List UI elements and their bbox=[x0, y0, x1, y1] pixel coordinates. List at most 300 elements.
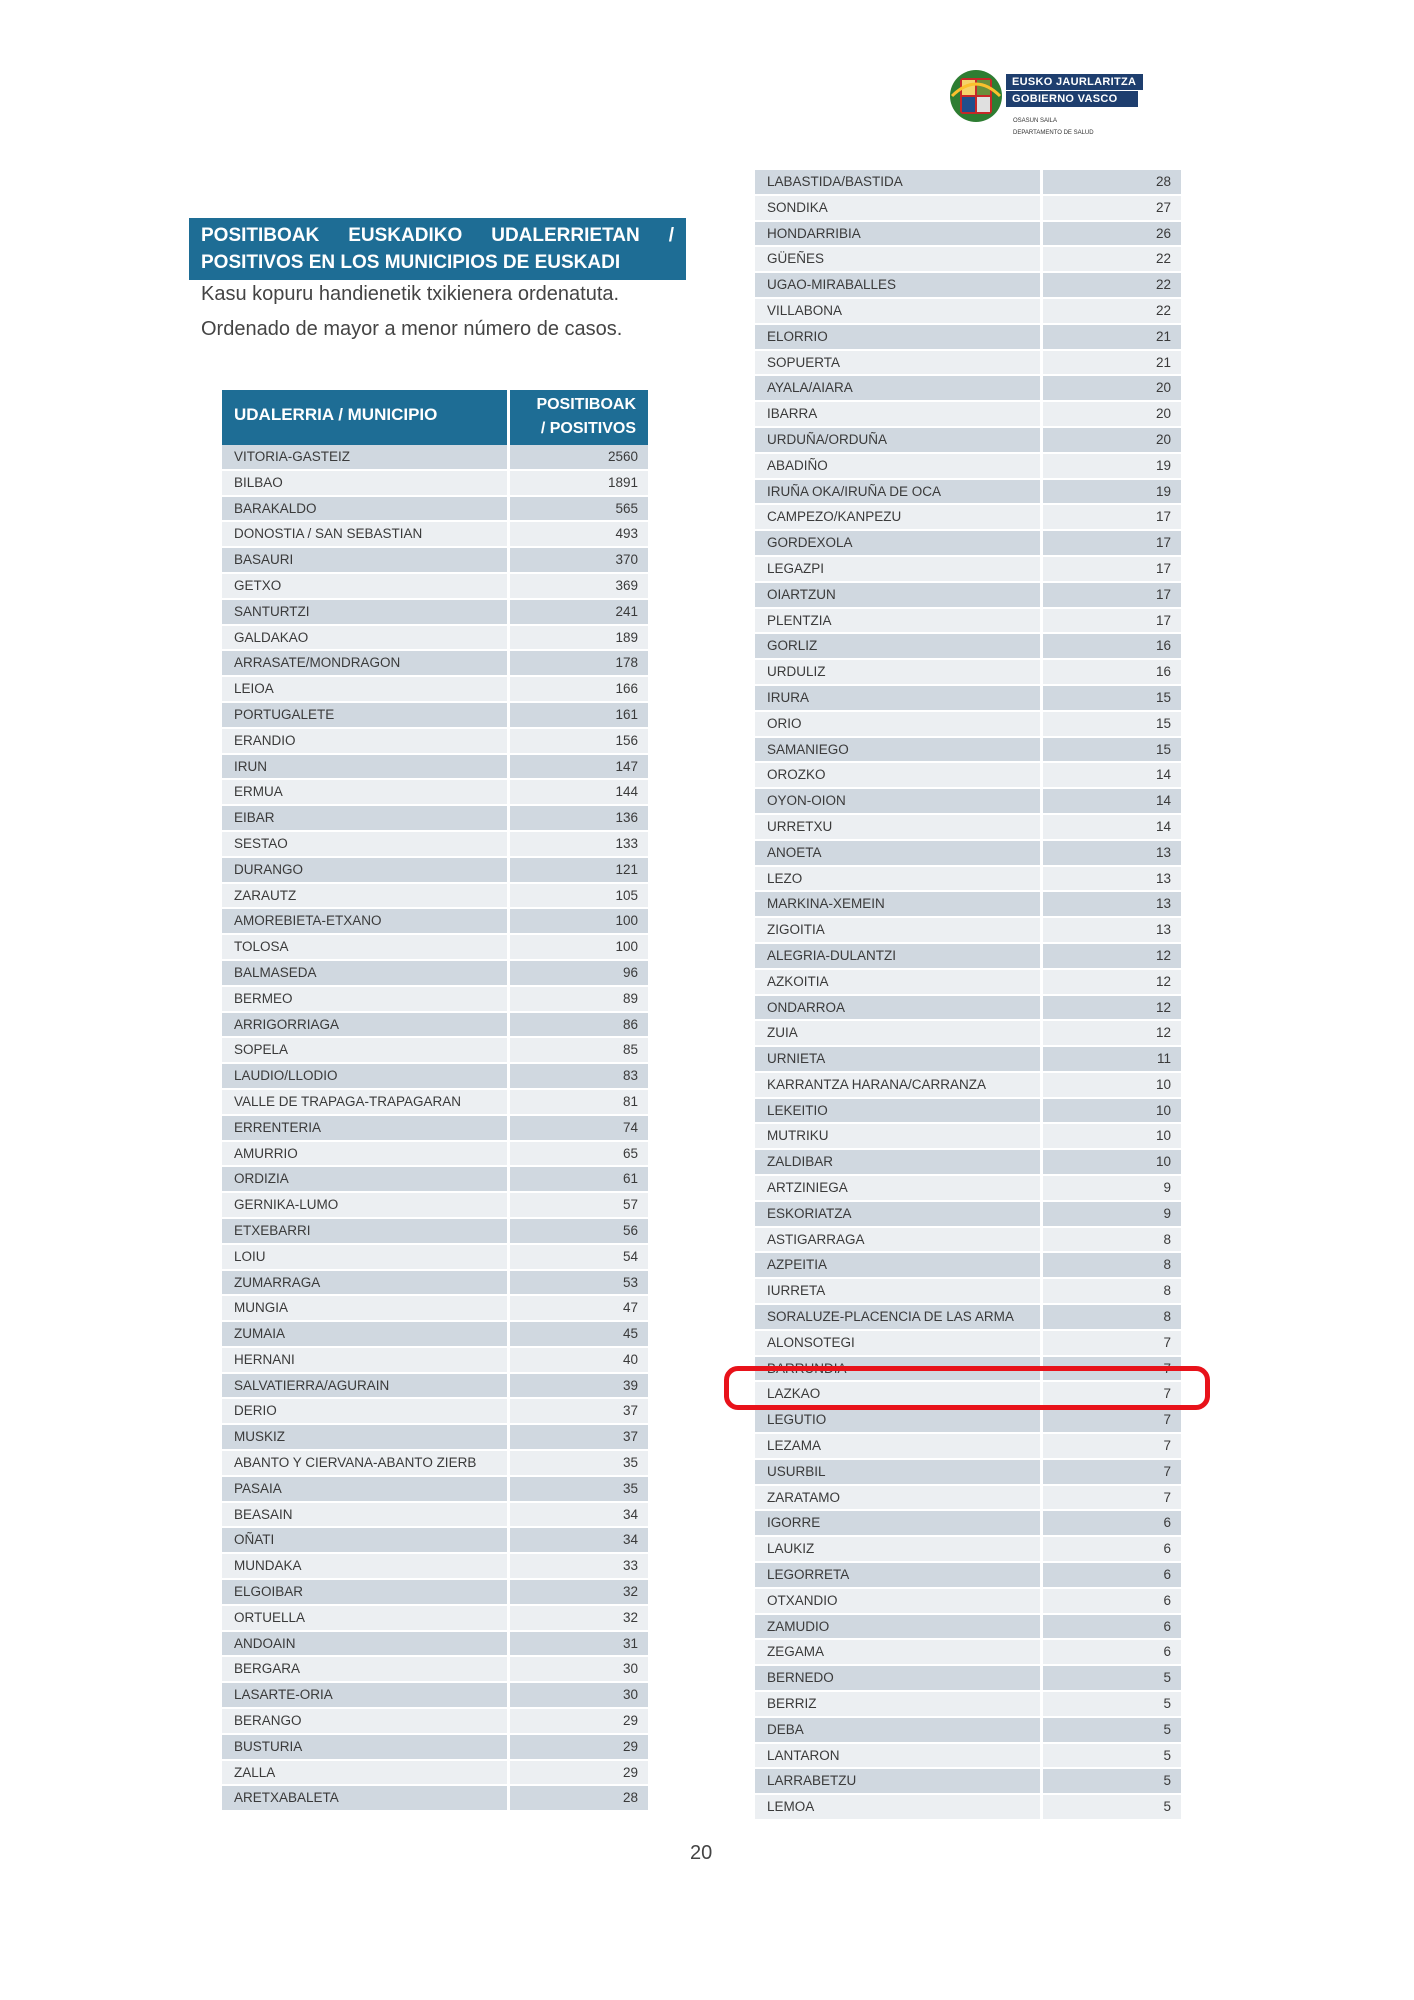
table-row bbox=[222, 806, 648, 832]
positives-count: 81 bbox=[510, 1090, 648, 1114]
municipality-name: PLENTZIA bbox=[755, 609, 1040, 633]
positives-count: 13 bbox=[1043, 841, 1181, 865]
table-row bbox=[222, 1503, 648, 1529]
municipality-name: GORDEXOLA bbox=[755, 531, 1040, 555]
positives-count: 20 bbox=[1043, 428, 1181, 452]
table-row bbox=[755, 1331, 1181, 1357]
positives-count: 369 bbox=[510, 574, 648, 598]
municipality-name: SONDIKA bbox=[755, 196, 1040, 220]
positives-count: 17 bbox=[1043, 583, 1181, 607]
table-row bbox=[755, 660, 1181, 686]
table-row bbox=[755, 1486, 1181, 1512]
municipality-name: IRUÑA OKA/IRUÑA DE OCA bbox=[755, 480, 1040, 504]
table-row bbox=[755, 531, 1181, 557]
table-row bbox=[222, 1038, 648, 1064]
table-row bbox=[755, 222, 1181, 248]
positives-count: 29 bbox=[510, 1761, 648, 1785]
positives-count: 21 bbox=[1043, 351, 1181, 375]
table-row bbox=[222, 1786, 648, 1812]
table-row bbox=[755, 763, 1181, 789]
table-row bbox=[222, 548, 648, 574]
municipality-name: HONDARRIBIA bbox=[755, 222, 1040, 246]
municipality-name: ORIO bbox=[755, 712, 1040, 736]
table-row bbox=[755, 918, 1181, 944]
page-number: 20 bbox=[690, 1842, 713, 1864]
municipality-name: ABADIÑO bbox=[755, 454, 1040, 478]
municipality-name: ZUMAIA bbox=[222, 1322, 507, 1346]
table-row bbox=[755, 505, 1181, 531]
positives-count: 12 bbox=[1043, 970, 1181, 994]
table-row bbox=[222, 987, 648, 1013]
municipality-name: DERIO bbox=[222, 1399, 507, 1423]
municipality-name: AMURRIO bbox=[222, 1142, 507, 1166]
table-row bbox=[755, 325, 1181, 351]
municipality-name: GALDAKAO bbox=[222, 626, 507, 650]
table-row bbox=[222, 1090, 648, 1116]
positives-count: 13 bbox=[1043, 892, 1181, 916]
table-row bbox=[755, 1228, 1181, 1254]
municipality-name: ARTZINIEGA bbox=[755, 1176, 1040, 1200]
municipality-name: ARETXABALETA bbox=[222, 1786, 507, 1810]
table-row bbox=[222, 522, 648, 548]
municipality-name: BERANGO bbox=[222, 1709, 507, 1733]
municipality-name: LASARTE-ORIA bbox=[222, 1683, 507, 1707]
positives-count: 7 bbox=[1043, 1408, 1181, 1432]
table-row bbox=[222, 471, 648, 497]
municipality-name: BALMASEDA bbox=[222, 961, 507, 985]
positives-count: 74 bbox=[510, 1116, 648, 1140]
positives-count: 61 bbox=[510, 1167, 648, 1191]
positives-count: 8 bbox=[1043, 1305, 1181, 1329]
table-row bbox=[755, 970, 1181, 996]
positives-count: 11 bbox=[1043, 1047, 1181, 1071]
municipality-name: MUNGIA bbox=[222, 1296, 507, 1320]
municipality-name: MUSKIZ bbox=[222, 1425, 507, 1449]
municipality-name: AZPEITIA bbox=[755, 1253, 1040, 1277]
municipality-name: BERMEO bbox=[222, 987, 507, 1011]
municipality-name: EIBAR bbox=[222, 806, 507, 830]
municipality-name: LEGUTIO bbox=[755, 1408, 1040, 1432]
positives-count: 22 bbox=[1043, 299, 1181, 323]
positives-count: 32 bbox=[510, 1580, 648, 1604]
municipality-name: VILLABONA bbox=[755, 299, 1040, 323]
positives-count: 166 bbox=[510, 677, 648, 701]
municipality-name: LANTARON bbox=[755, 1744, 1040, 1768]
table-row bbox=[755, 892, 1181, 918]
table-row bbox=[755, 1795, 1181, 1821]
positives-count: 13 bbox=[1043, 867, 1181, 891]
table-row bbox=[222, 1142, 648, 1168]
positives-count: 15 bbox=[1043, 686, 1181, 710]
municipality-name: LOIU bbox=[222, 1245, 507, 1269]
table-body-right bbox=[755, 170, 1181, 1821]
municipality-name: LEKEITIO bbox=[755, 1099, 1040, 1123]
table-row bbox=[755, 1769, 1181, 1795]
table-row bbox=[222, 755, 648, 781]
positives-count: 19 bbox=[1043, 454, 1181, 478]
municipality-name: PORTUGALETE bbox=[222, 703, 507, 727]
positives-count: 7 bbox=[1043, 1460, 1181, 1484]
table-row bbox=[755, 376, 1181, 402]
positives-table-left bbox=[222, 390, 648, 1812]
table-row bbox=[755, 1073, 1181, 1099]
table-row bbox=[755, 1021, 1181, 1047]
municipality-name: IRUN bbox=[222, 755, 507, 779]
municipality-name: LAZKAO bbox=[755, 1382, 1040, 1406]
table-row bbox=[755, 634, 1181, 660]
municipality-name: IRURA bbox=[755, 686, 1040, 710]
table-row bbox=[755, 1176, 1181, 1202]
table-row bbox=[222, 1374, 648, 1400]
table-row bbox=[222, 1219, 648, 1245]
table-row bbox=[755, 196, 1181, 222]
table-row bbox=[755, 1589, 1181, 1615]
positives-count: 40 bbox=[510, 1348, 648, 1372]
table-row bbox=[755, 1615, 1181, 1641]
positives-table-right bbox=[755, 170, 1181, 1821]
municipality-name: URRETXU bbox=[755, 815, 1040, 839]
municipality-name: ONDARROA bbox=[755, 996, 1040, 1020]
table-row bbox=[755, 712, 1181, 738]
table-row bbox=[222, 729, 648, 755]
municipality-name: ERRENTERIA bbox=[222, 1116, 507, 1140]
positives-count: 10 bbox=[1043, 1099, 1181, 1123]
table-row bbox=[755, 1692, 1181, 1718]
municipality-name: SANTURTZI bbox=[222, 600, 507, 624]
municipality-name: ERANDIO bbox=[222, 729, 507, 753]
positives-count: 5 bbox=[1043, 1692, 1181, 1716]
positives-count: 105 bbox=[510, 884, 648, 908]
table-row bbox=[222, 574, 648, 600]
table-row bbox=[222, 1064, 648, 1090]
table-row bbox=[222, 1477, 648, 1503]
positives-count: 5 bbox=[1043, 1744, 1181, 1768]
positives-count: 89 bbox=[510, 987, 648, 1011]
positives-count: 12 bbox=[1043, 1021, 1181, 1045]
municipality-name: BERRIZ bbox=[755, 1692, 1040, 1716]
municipality-name: MUNDAKA bbox=[222, 1554, 507, 1578]
section-title-line-1: POSITIBOAK EUSKADIKO UDALERRIETAN / bbox=[201, 225, 674, 246]
municipality-name: SAMANIEGO bbox=[755, 738, 1040, 762]
municipality-name: OROZKO bbox=[755, 763, 1040, 787]
municipality-name: BARAKALDO bbox=[222, 497, 507, 521]
municipality-name: AYALA/AIARA bbox=[755, 376, 1040, 400]
municipality-name: AZKOITIA bbox=[755, 970, 1040, 994]
table-row bbox=[755, 557, 1181, 583]
municipality-name: ASTIGARRAGA bbox=[755, 1228, 1040, 1252]
positives-count: 370 bbox=[510, 548, 648, 572]
municipality-name: PASAIA bbox=[222, 1477, 507, 1501]
municipality-name: URDUÑA/ORDUÑA bbox=[755, 428, 1040, 452]
table-row bbox=[755, 944, 1181, 970]
positives-count: 136 bbox=[510, 806, 648, 830]
positives-count: 28 bbox=[1043, 170, 1181, 194]
table-row bbox=[755, 480, 1181, 506]
table-row bbox=[222, 1580, 648, 1606]
positives-count: 189 bbox=[510, 626, 648, 650]
municipality-name: TOLOSA bbox=[222, 935, 507, 959]
logo-dept-1: OSASUN SAILA bbox=[1013, 118, 1058, 124]
table-row bbox=[222, 1296, 648, 1322]
table-row bbox=[222, 1245, 648, 1271]
table-row bbox=[222, 1528, 648, 1554]
municipality-name: SESTAO bbox=[222, 832, 507, 856]
municipality-name: CAMPEZO/KANPEZU bbox=[755, 505, 1040, 529]
positives-count: 7 bbox=[1043, 1434, 1181, 1458]
municipality-name: LEZO bbox=[755, 867, 1040, 891]
table-row bbox=[222, 1193, 648, 1219]
positives-count: 7 bbox=[1043, 1357, 1181, 1381]
municipality-name: KARRANTZA HARANA/CARRANZA bbox=[755, 1073, 1040, 1097]
municipality-name: ORDIZIA bbox=[222, 1167, 507, 1191]
municipality-name: LAUKIZ bbox=[755, 1537, 1040, 1561]
table-row bbox=[755, 815, 1181, 841]
table-row bbox=[222, 1116, 648, 1142]
table-row bbox=[755, 1563, 1181, 1589]
municipality-name: SOPUERTA bbox=[755, 351, 1040, 375]
positives-count: 9 bbox=[1043, 1202, 1181, 1226]
positives-count: 161 bbox=[510, 703, 648, 727]
table-row bbox=[755, 1537, 1181, 1563]
municipality-name: ZARAUTZ bbox=[222, 884, 507, 908]
positives-count: 29 bbox=[510, 1735, 648, 1759]
table-header bbox=[222, 390, 648, 445]
municipality-name: MARKINA-XEMEIN bbox=[755, 892, 1040, 916]
municipality-name: SALVATIERRA/AGURAIN bbox=[222, 1374, 507, 1398]
table-row bbox=[755, 1744, 1181, 1770]
coat-of-arms-icon bbox=[948, 66, 1004, 124]
subtitle-basque: Kasu kopuru handienetik txikienera ordenatuta. bbox=[201, 283, 620, 305]
municipality-name: HERNANI bbox=[222, 1348, 507, 1372]
positives-count: 6 bbox=[1043, 1589, 1181, 1613]
table-row bbox=[222, 1271, 648, 1297]
positives-count: 178 bbox=[510, 651, 648, 675]
positives-count: 13 bbox=[1043, 918, 1181, 942]
municipality-name: LEMOA bbox=[755, 1795, 1040, 1819]
municipality-name: LEZAMA bbox=[755, 1434, 1040, 1458]
header-positives bbox=[510, 390, 648, 445]
lazkao-highlight-box bbox=[724, 1366, 1210, 1410]
header-municipality: UDALERRIA / MUNICIPIO bbox=[222, 390, 507, 445]
positives-count: 17 bbox=[1043, 609, 1181, 633]
table-row bbox=[222, 1554, 648, 1580]
municipality-name: DURANGO bbox=[222, 858, 507, 882]
municipality-name: ORTUELLA bbox=[222, 1606, 507, 1630]
positives-count: 6 bbox=[1043, 1640, 1181, 1664]
municipality-name: BERGARA bbox=[222, 1657, 507, 1681]
municipality-name: URDULIZ bbox=[755, 660, 1040, 684]
positives-count: 7 bbox=[1043, 1382, 1181, 1406]
municipality-name: ZIGOITIA bbox=[755, 918, 1040, 942]
table-row bbox=[222, 1425, 648, 1451]
positives-count: 30 bbox=[510, 1683, 648, 1707]
municipality-name: BARRUNDIA bbox=[755, 1357, 1040, 1381]
table-row bbox=[222, 832, 648, 858]
municipality-name: ZARATAMO bbox=[755, 1486, 1040, 1510]
municipality-name: ZAMUDIO bbox=[755, 1615, 1040, 1639]
positives-count: 15 bbox=[1043, 712, 1181, 736]
positives-count: 35 bbox=[510, 1477, 648, 1501]
positives-count: 45 bbox=[510, 1322, 648, 1346]
municipality-name: USURBIL bbox=[755, 1460, 1040, 1484]
positives-count: 34 bbox=[510, 1528, 648, 1552]
table-row bbox=[222, 1683, 648, 1709]
positives-count: 16 bbox=[1043, 634, 1181, 658]
municipality-name: ZALDIBAR bbox=[755, 1150, 1040, 1174]
table-row bbox=[755, 1305, 1181, 1331]
table-row bbox=[222, 651, 648, 677]
table-row bbox=[222, 1451, 648, 1477]
positives-count: 6 bbox=[1043, 1563, 1181, 1587]
positives-count: 5 bbox=[1043, 1769, 1181, 1793]
positives-count: 33 bbox=[510, 1554, 648, 1578]
table-row bbox=[755, 841, 1181, 867]
table-row bbox=[755, 738, 1181, 764]
municipality-name: ZEGAMA bbox=[755, 1640, 1040, 1664]
table-row bbox=[755, 1099, 1181, 1125]
header-positives-line-2: / POSITIVOS bbox=[510, 417, 636, 441]
positives-count: 8 bbox=[1043, 1253, 1181, 1277]
positives-count: 27 bbox=[1043, 196, 1181, 220]
positives-count: 30 bbox=[510, 1657, 648, 1681]
table-row bbox=[755, 299, 1181, 325]
municipality-name: LEIOA bbox=[222, 677, 507, 701]
positives-count: 100 bbox=[510, 935, 648, 959]
table-row bbox=[755, 1408, 1181, 1434]
table-row bbox=[755, 1718, 1181, 1744]
municipality-name: ARRASATE/MONDRAGON bbox=[222, 651, 507, 675]
municipality-name: ELORRIO bbox=[755, 325, 1040, 349]
municipality-name: URNIETA bbox=[755, 1047, 1040, 1071]
municipality-name: BUSTURIA bbox=[222, 1735, 507, 1759]
table-row bbox=[222, 909, 648, 935]
positives-count: 22 bbox=[1043, 247, 1181, 271]
positives-count: 86 bbox=[510, 1013, 648, 1037]
municipality-name: VALLE DE TRAPAGA-TRAPAGARAN bbox=[222, 1090, 507, 1114]
positives-count: 19 bbox=[1043, 480, 1181, 504]
table-row bbox=[755, 1460, 1181, 1486]
table-row bbox=[222, 1735, 648, 1761]
table-row bbox=[755, 1640, 1181, 1666]
positives-count: 121 bbox=[510, 858, 648, 882]
municipality-name: SOPELA bbox=[222, 1038, 507, 1062]
positives-count: 21 bbox=[1043, 325, 1181, 349]
positives-count: 6 bbox=[1043, 1511, 1181, 1535]
municipality-name: ZUIA bbox=[755, 1021, 1040, 1045]
positives-count: 53 bbox=[510, 1271, 648, 1295]
table-row bbox=[755, 583, 1181, 609]
municipality-name: BERNEDO bbox=[755, 1666, 1040, 1690]
positives-count: 56 bbox=[510, 1219, 648, 1243]
positives-count: 15 bbox=[1043, 738, 1181, 762]
municipality-name: BASAURI bbox=[222, 548, 507, 572]
table-row bbox=[222, 1606, 648, 1632]
table-body-left bbox=[222, 445, 648, 1812]
positives-count: 17 bbox=[1043, 557, 1181, 581]
municipality-name: MUTRIKU bbox=[755, 1124, 1040, 1148]
municipality-name: ERMUA bbox=[222, 780, 507, 804]
positives-count: 29 bbox=[510, 1709, 648, 1733]
positives-count: 14 bbox=[1043, 815, 1181, 839]
table-row bbox=[222, 884, 648, 910]
table-row bbox=[755, 351, 1181, 377]
table-row bbox=[222, 1167, 648, 1193]
positives-count: 156 bbox=[510, 729, 648, 753]
municipality-name: ABANTO Y CIERVANA-ABANTO ZIERB bbox=[222, 1451, 507, 1475]
table-row bbox=[222, 1761, 648, 1787]
municipality-name: BEASAIN bbox=[222, 1503, 507, 1527]
positives-count: 12 bbox=[1043, 944, 1181, 968]
table-row bbox=[755, 996, 1181, 1022]
positives-count: 5 bbox=[1043, 1718, 1181, 1742]
positives-count: 39 bbox=[510, 1374, 648, 1398]
positives-count: 1891 bbox=[510, 471, 648, 495]
table-row bbox=[755, 686, 1181, 712]
table-row bbox=[755, 1434, 1181, 1460]
table-row bbox=[222, 1709, 648, 1735]
positives-count: 96 bbox=[510, 961, 648, 985]
municipality-name: ZUMARRAGA bbox=[222, 1271, 507, 1295]
municipality-name: ANOETA bbox=[755, 841, 1040, 865]
table-row bbox=[755, 1279, 1181, 1305]
table-row bbox=[222, 780, 648, 806]
positives-count: 12 bbox=[1043, 996, 1181, 1020]
municipality-name: AMOREBIETA-ETXANO bbox=[222, 909, 507, 933]
positives-count: 7 bbox=[1043, 1331, 1181, 1355]
municipality-name: IGORRE bbox=[755, 1511, 1040, 1535]
header-positives-line-1: POSITIBOAK bbox=[510, 393, 636, 417]
positives-count: 83 bbox=[510, 1064, 648, 1088]
logo-line-2: GOBIERNO VASCO bbox=[1006, 91, 1138, 107]
municipality-name: BILBAO bbox=[222, 471, 507, 495]
logo-line-1: EUSKO JAURLARITZA bbox=[1006, 74, 1143, 90]
municipality-name: LABASTIDA/BASTIDA bbox=[755, 170, 1040, 194]
positives-count: 10 bbox=[1043, 1150, 1181, 1174]
positives-count: 17 bbox=[1043, 531, 1181, 555]
logo-dept-2: DEPARTAMENTO DE SALUD bbox=[1013, 130, 1094, 136]
table-row bbox=[755, 402, 1181, 428]
positives-count: 9 bbox=[1043, 1176, 1181, 1200]
municipality-name: OTXANDIO bbox=[755, 1589, 1040, 1613]
table-row bbox=[755, 609, 1181, 635]
positives-count: 14 bbox=[1043, 763, 1181, 787]
table-row bbox=[755, 1511, 1181, 1537]
municipality-name: ZALLA bbox=[222, 1761, 507, 1785]
municipality-name: ALEGRIA-DULANTZI bbox=[755, 944, 1040, 968]
positives-count: 37 bbox=[510, 1399, 648, 1423]
positives-count: 6 bbox=[1043, 1537, 1181, 1561]
positives-count: 2560 bbox=[510, 445, 648, 469]
municipality-name: DEBA bbox=[755, 1718, 1040, 1742]
municipality-name: LEGORRETA bbox=[755, 1563, 1040, 1587]
table-row bbox=[755, 247, 1181, 273]
positives-count: 34 bbox=[510, 1503, 648, 1527]
table-row bbox=[755, 1124, 1181, 1150]
municipality-name: SORALUZE-PLACENCIA DE LAS ARMA bbox=[755, 1305, 1040, 1329]
municipality-name: LARRABETZU bbox=[755, 1769, 1040, 1793]
table-row bbox=[755, 170, 1181, 196]
municipality-name: OYON-OION bbox=[755, 789, 1040, 813]
municipality-name: LEGAZPI bbox=[755, 557, 1040, 581]
positives-count: 85 bbox=[510, 1038, 648, 1062]
municipality-name: ALONSOTEGI bbox=[755, 1331, 1040, 1355]
table-row bbox=[222, 1322, 648, 1348]
positives-count: 20 bbox=[1043, 402, 1181, 426]
positives-count: 10 bbox=[1043, 1073, 1181, 1097]
table-row bbox=[222, 1348, 648, 1374]
positives-count: 37 bbox=[510, 1425, 648, 1449]
table-row bbox=[755, 273, 1181, 299]
